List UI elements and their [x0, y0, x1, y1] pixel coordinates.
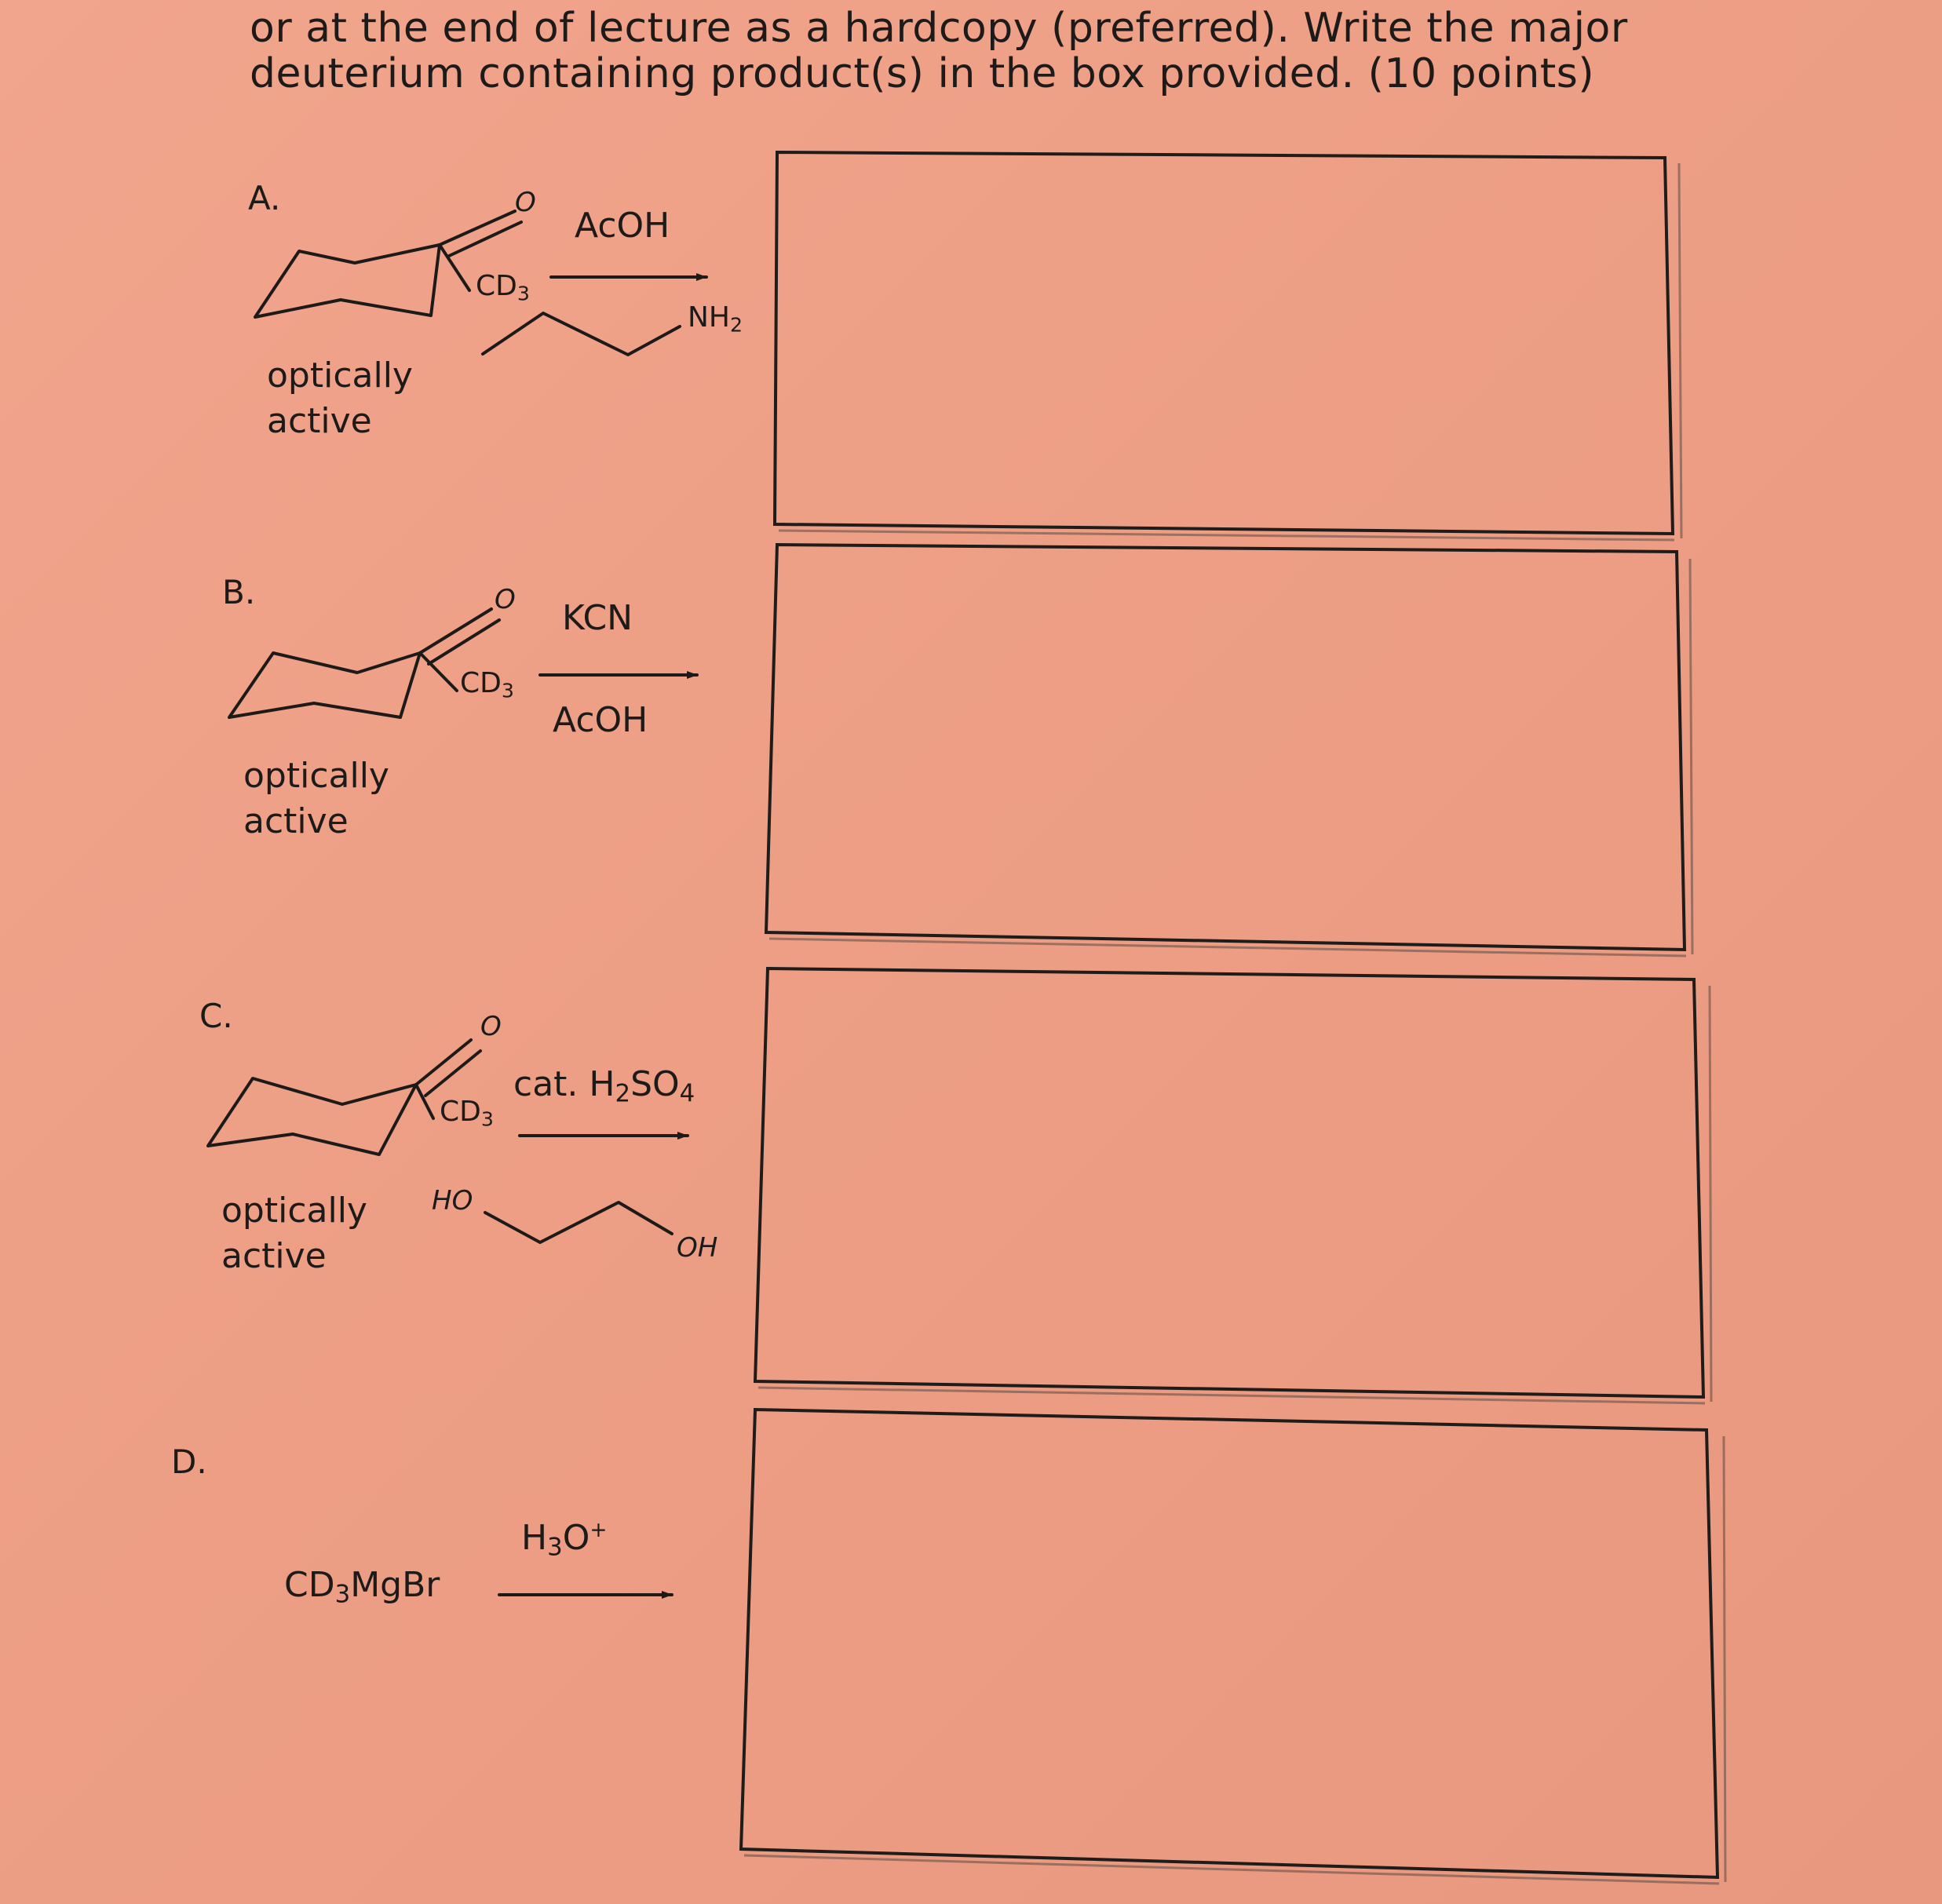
optically-active-note-c: optically active [221, 1191, 367, 1276]
optically-active-note-b: optically active [243, 756, 389, 841]
problem-d-label: D. [171, 1443, 207, 1481]
answer-box-c[interactable] [755, 968, 1703, 1397]
optically-active-note-a: optically active [267, 356, 413, 441]
instruction-line-1: or at the end of lecture as a hardcopy (preferred). Write the major [250, 5, 1628, 52]
diol-oh-label: OH [677, 1232, 718, 1264]
carbonyl-oxygen-a: O [515, 187, 536, 218]
cd3-label-c: $CD_3$ [440, 1096, 494, 1131]
reagent-h2so4: cat. $H_2SO_4$ [513, 1064, 695, 1108]
carbonyl-oxygen-b: O [495, 584, 516, 615]
cyclohexanone-b [229, 609, 499, 717]
cd3-label-b: $CD_3$ [460, 667, 514, 702]
reagent-acoh-a: AcOH [575, 206, 670, 246]
problem-c-label: C. [199, 997, 233, 1035]
instruction-line-2: deuterium containing product(s) in the box provided. (10 points) [250, 50, 1595, 97]
answer-box-a[interactable] [775, 152, 1673, 534]
propylamine-chain [483, 313, 680, 355]
reagent-kcn: KCN [562, 598, 633, 638]
grignard-reactant: $CD_3MgBr$ [284, 1565, 440, 1609]
amine-label: $NH_2$ [688, 301, 743, 337]
cd3-label-a: $CD_3$ [476, 270, 530, 305]
diol-ho-label: HO [432, 1185, 473, 1216]
ethylene-glycol-chain [485, 1202, 672, 1242]
problem-a-label: A. [248, 179, 281, 217]
problem-b-label: B. [222, 573, 256, 611]
answer-box-d[interactable] [741, 1410, 1718, 1877]
answer-box-b[interactable] [766, 545, 1685, 950]
carbonyl-oxygen-c: O [480, 1011, 502, 1042]
reagent-h3o: $H_3O^+$ [521, 1518, 608, 1562]
reagent-acoh-b: AcOH [553, 700, 648, 740]
